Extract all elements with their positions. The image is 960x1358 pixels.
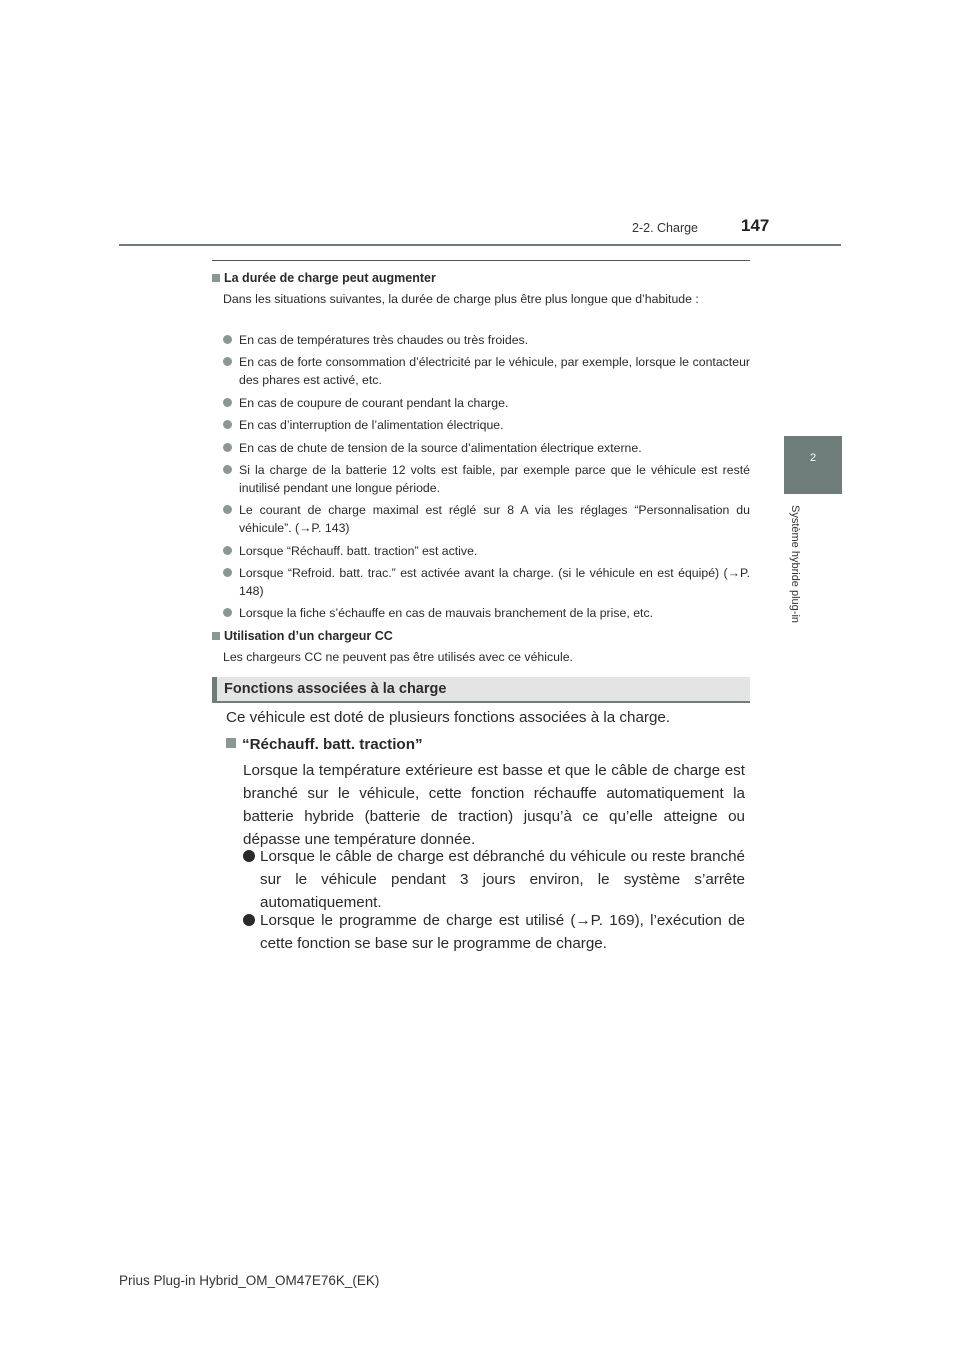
list-item: Lorsque “Refroid. batt. trac.” est activée avant la charge. (si le véhicule en est équipé) (→P. 148) — [223, 564, 750, 600]
square-bullet-icon — [212, 274, 220, 282]
note-rule — [212, 260, 750, 261]
side-title-text: Système hybride plug-in — [789, 505, 801, 624]
bullet-icon — [243, 850, 255, 862]
note-dc-text: Les chargeurs CC ne peuvent pas être utilisés avec ce véhicule. — [223, 650, 573, 664]
bullet-icon — [223, 443, 232, 452]
note-heading-duration: La durée de charge peut augmenter — [212, 269, 436, 287]
list-item: Lorsque le programme de charge est utilisé (→P. 169), l’exécution de cette fonction se base sur le programme de charge. — [243, 909, 745, 955]
bullet-icon — [223, 420, 232, 429]
bullet-icon — [223, 465, 232, 474]
side-title — [788, 505, 802, 645]
note-heading-dc-charger: Utilisation d’un chargeur CC — [212, 627, 393, 645]
bullet-icon — [223, 568, 232, 577]
section-title-accent — [212, 677, 217, 701]
list-item: Lorsque la fiche s’échauffe en cas de mauvais branchement de la prise, etc. — [223, 604, 750, 622]
functions-heating-text: Lorsque la température extérieure est basse et que le câble de charge est branché sur le véhicule, cette fonction réchauffe automatiquement la batterie hybride (batterie de traction) jusqu’à ce qu’elle atteigne ou dépasse une température donnée. — [243, 762, 745, 848]
bullet-icon — [223, 398, 232, 407]
list-item: Lorsque “Réchauff. batt. traction” est active. — [223, 542, 750, 560]
bullet-icon — [243, 914, 255, 926]
bullet-icon — [223, 608, 232, 617]
list-item: En cas de températures très chaudes ou très froides. — [223, 331, 750, 349]
list-item: En cas d’interruption de l’alimentation électrique. — [223, 416, 750, 434]
header-section: 2-2. Charge — [632, 221, 699, 235]
list-item: Le courant de charge maximal est réglé sur 8 A via les réglages “Personnalisation du véhicule”. (→P. 143) — [223, 501, 750, 537]
bullet-icon — [223, 546, 232, 555]
list-item: En cas de forte consommation d’électricité par le véhicule, par exemple, lorsque le contacteur des phares est activé, etc. — [223, 353, 750, 389]
header-rule — [119, 244, 841, 246]
bullet-icon — [223, 505, 232, 514]
list-item: Si la charge de la batterie 12 volts est faible, par exemple parce que le véhicule est resté inutilisé pendant une longue période. — [223, 461, 750, 497]
page-number: 147 — [741, 216, 770, 235]
bullet-icon — [223, 357, 232, 366]
section-title-underline — [212, 701, 750, 703]
list-item: Lorsque le câble de charge est débranché du véhicule ou reste branché sur le véhicule pendant 3 jours environ, le système s’arrête automatiquement. — [243, 845, 745, 914]
list-item: En cas de chute de tension de la source d’alimentation électrique externe. — [223, 439, 750, 457]
footer-doc-id: Prius Plug-in Hybrid_OM_OM47E76K_(EK) — [119, 1273, 380, 1288]
functions-intro: Ce véhicule est doté de plusieurs fonctions associées à la charge. — [226, 709, 671, 726]
square-bullet-icon — [226, 738, 236, 748]
square-bullet-icon — [212, 632, 220, 640]
section-title: Fonctions associées à la charge — [224, 681, 447, 697]
functions-heading-heating: “Réchauff. batt. traction” — [226, 733, 423, 756]
list-item: En cas de coupure de courant pendant la charge. — [223, 394, 750, 412]
note-intro: Dans les situations suivantes, la durée de charge plus être plus longue que d’habitude : — [223, 292, 699, 306]
bullet-icon — [223, 335, 232, 344]
side-tab — [784, 436, 842, 494]
side-tab-number: 2 — [809, 452, 817, 464]
